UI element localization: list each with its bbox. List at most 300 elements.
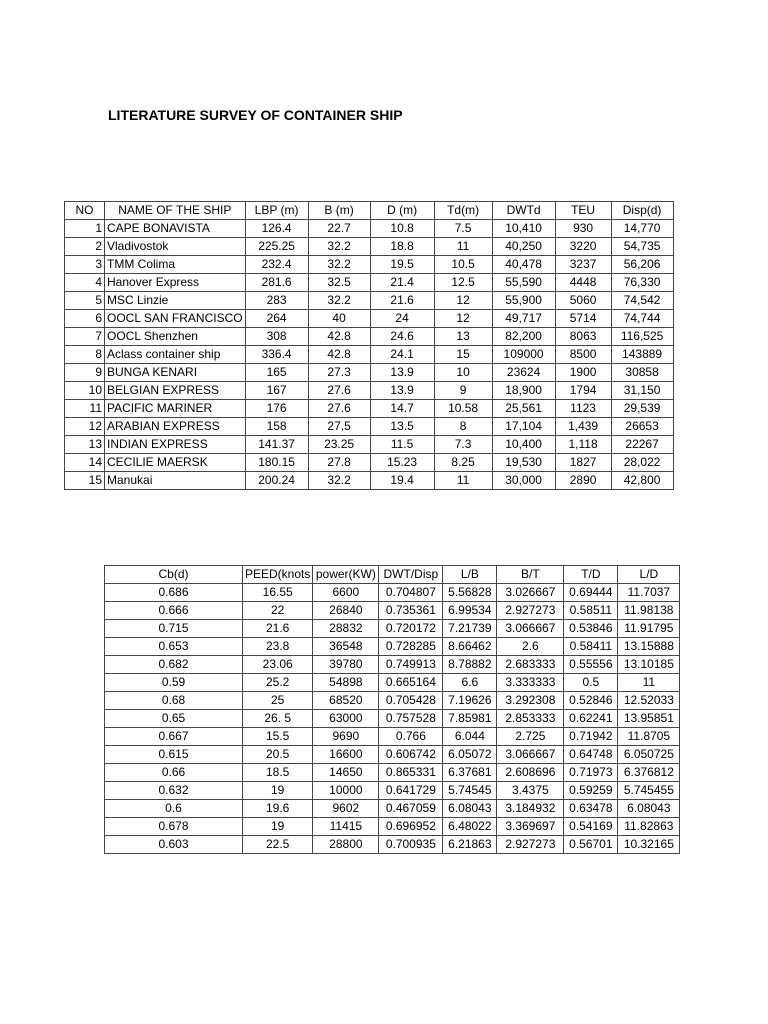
table-cell: MSC Linzie [105,292,246,310]
table-cell: 6 [65,310,105,328]
table-cell: 23624 [492,364,555,382]
table-cell: 0.71942 [564,728,618,746]
table-cell: 22.5 [243,836,313,854]
table-cell: 29,539 [611,400,673,418]
table-cell: 30,000 [492,472,555,490]
table-cell: 0.678 [105,818,243,836]
table-cell: 11415 [313,818,379,836]
table-row [65,472,674,490]
table-cell: 49,717 [492,310,555,328]
table-cell: 54,735 [611,238,673,256]
table-row [105,620,680,638]
table-row [65,292,674,310]
table-cell: 18,900 [492,382,555,400]
table-cell: OOCL Shenzhen [105,328,246,346]
table-cell: 0.58511 [564,602,618,620]
table-cell: 10000 [313,782,379,800]
table-cell: 0.64748 [564,746,618,764]
table-cell: 8 [434,418,492,436]
table-cell: 8 [65,346,105,364]
table-cell: 17,104 [492,418,555,436]
table-cell: 3.4375 [497,782,564,800]
table-cell: 9 [434,382,492,400]
table-cell: 11 [618,674,680,692]
column-header: Cb(d) [105,566,243,584]
table-cell: 3 [65,256,105,274]
table-cell: 14650 [313,764,379,782]
table-cell: 11.98138 [618,602,680,620]
table-cell: 74,744 [611,310,673,328]
table-cell: 15 [434,346,492,364]
table-row [105,782,680,800]
table-cell: 27.3 [308,364,370,382]
table-cell: 3.333333 [497,674,564,692]
table-cell: Vladivostok [105,238,246,256]
table-cell: 0.728285 [379,638,443,656]
table-cell: 3.066667 [497,620,564,638]
table-cell: 42,800 [611,472,673,490]
table-cell: 0.62241 [564,710,618,728]
table-cell: 0.603 [105,836,243,854]
table-cell: 23.06 [243,656,313,674]
table-cell: 12 [65,418,105,436]
table-cell: 7.19626 [443,692,497,710]
table-cell: 6.05072 [443,746,497,764]
table-cell: 0.641729 [379,782,443,800]
table-cell: 6.08043 [618,800,680,818]
column-header: L/B [443,566,497,584]
table-cell: 18.8 [370,238,434,256]
table-cell: 14 [65,454,105,472]
column-header: B/T [497,566,564,584]
table-cell: 14.7 [370,400,434,418]
table-cell: 1827 [555,454,611,472]
table-row [105,692,680,710]
table-cell: 0.735361 [379,602,443,620]
table-cell: 2.853333 [497,710,564,728]
table-cell: 11 [65,400,105,418]
table-cell: 9690 [313,728,379,746]
table-cell: 225.25 [245,238,308,256]
column-header: power(KW) [313,566,379,584]
table-cell: 0.766 [379,728,443,746]
table-cell: 28,022 [611,454,673,472]
table-cell: 0.71973 [564,764,618,782]
table-cell: 25 [243,692,313,710]
table-cell: CECILIE MAERSK [105,454,246,472]
table-row [105,656,680,674]
table-cell: 2.608696 [497,764,564,782]
table-cell: 336.4 [245,346,308,364]
table-cell: 143889 [611,346,673,364]
table-cell: 6.48022 [443,818,497,836]
table-cell: 30858 [611,364,673,382]
table-cell: 11.91795 [618,620,680,638]
table-cell: Aclass container ship [105,346,246,364]
table-cell: 20.5 [243,746,313,764]
table-cell: 1,439 [555,418,611,436]
table-cell: 39780 [313,656,379,674]
table-row [65,274,674,292]
table-cell: 0.68 [105,692,243,710]
table-cell: 32.2 [308,472,370,490]
table-cell: 0.52846 [564,692,618,710]
table-row [65,436,674,454]
table-row [105,764,680,782]
table-row [65,328,674,346]
table-cell: 10.32165 [618,836,680,854]
table-cell: 0.720172 [379,620,443,638]
table-cell: 4448 [555,274,611,292]
column-header: LBP (m) [245,202,308,220]
table-cell: 16.55 [243,584,313,602]
table-cell: 42.8 [308,346,370,364]
table-cell: 18.5 [243,764,313,782]
table-cell: 82,200 [492,328,555,346]
table-cell: 6.044 [443,728,497,746]
table-row [65,364,674,382]
table-cell: 0.54169 [564,818,618,836]
table-cell: 19.6 [243,800,313,818]
table-cell: 7.3 [434,436,492,454]
table-row [105,674,680,692]
table-row [105,710,680,728]
table-cell: 1123 [555,400,611,418]
table-cell: 11.8705 [618,728,680,746]
table-cell: 13.9 [370,382,434,400]
table-cell: 0.58411 [564,638,618,656]
table-cell: 930 [555,220,611,238]
table-cell: 7.85981 [443,710,497,728]
table-cell: 3.369697 [497,818,564,836]
table-cell: 2.927273 [497,836,564,854]
table-cell: 1900 [555,364,611,382]
table-cell: 10 [434,364,492,382]
table-cell: 3.292308 [497,692,564,710]
table-header-row [65,202,674,220]
document-title: LITERATURE SURVEY OF CONTAINER SHIP [108,107,403,123]
table-row [65,310,674,328]
table-cell: 10.8 [370,220,434,238]
table-cell: 6.99534 [443,602,497,620]
table-cell: 5.745455 [618,782,680,800]
column-header: NAME OF THE SHIP [105,202,246,220]
table-cell: 4 [65,274,105,292]
table-row [65,382,674,400]
table-cell: 0.615 [105,746,243,764]
table-row [65,346,674,364]
table-cell: 55,590 [492,274,555,292]
table-cell: 5714 [555,310,611,328]
table-cell: 0.665164 [379,674,443,692]
table-cell: 28800 [313,836,379,854]
table-cell: 232.4 [245,256,308,274]
table-row [105,836,680,854]
table-cell: 3220 [555,238,611,256]
table-cell: 1,118 [555,436,611,454]
table-cell: INDIAN EXPRESS [105,436,246,454]
table-cell: BELGIAN EXPRESS [105,382,246,400]
table-cell: 5060 [555,292,611,310]
table-cell: 13 [434,328,492,346]
table-cell: 28832 [313,620,379,638]
table-cell: 109000 [492,346,555,364]
table-cell: 32.2 [308,292,370,310]
table-cell: 9602 [313,800,379,818]
column-header: DWTd [492,202,555,220]
table-cell: 6.6 [443,674,497,692]
table-cell: 0.66 [105,764,243,782]
table-cell: 68520 [313,692,379,710]
column-header: T/D [564,566,618,584]
table-row [105,800,680,818]
table-row [105,818,680,836]
table-cell: 13.15888 [618,638,680,656]
table-cell: 13.5 [370,418,434,436]
table-cell: 0.59259 [564,782,618,800]
table-cell: 0.686 [105,584,243,602]
table-cell: 6.37681 [443,764,497,782]
table-cell: 0.632 [105,782,243,800]
table-row [105,746,680,764]
table-cell: 0.696952 [379,818,443,836]
table-cell: 167 [245,382,308,400]
table-cell: 281.6 [245,274,308,292]
table-cell: BUNGA KENARI [105,364,246,382]
table-cell: OOCL SAN FRANCISCO [105,310,246,328]
table-row [65,400,674,418]
table-cell: 19 [243,782,313,800]
table-cell: 180.15 [245,454,308,472]
table-cell: 5.74545 [443,782,497,800]
table-cell: 0.69444 [564,584,618,602]
table-cell: 6.08043 [443,800,497,818]
table-cell: 0.715 [105,620,243,638]
table-cell: 8063 [555,328,611,346]
table-cell: 25,561 [492,400,555,418]
table-row [105,728,680,746]
table-cell: 0.56701 [564,836,618,854]
table-cell: 14,770 [611,220,673,238]
table-cell: 3237 [555,256,611,274]
table-cell: 12.52033 [618,692,680,710]
table-cell: TMM Colima [105,256,246,274]
table-cell: 0.705428 [379,692,443,710]
table-cell: 6.376812 [618,764,680,782]
table-cell: 11 [434,238,492,256]
table-cell: 176 [245,400,308,418]
table-cell: Hanover Express [105,274,246,292]
table-cell: 13.9 [370,364,434,382]
table-header-row [105,566,680,584]
table-cell: 40,478 [492,256,555,274]
table-cell: 11 [434,472,492,490]
table-cell: 0.749913 [379,656,443,674]
column-header: L/D [618,566,680,584]
table-cell: 55,900 [492,292,555,310]
table-cell: 16600 [313,746,379,764]
table-cell: 15.5 [243,728,313,746]
table-cell: 7 [65,328,105,346]
table-cell: 24 [370,310,434,328]
column-header: TEU [555,202,611,220]
table-cell: 141.37 [245,436,308,454]
table-row [65,418,674,436]
table-cell: 32.2 [308,238,370,256]
table-cell: 26. 5 [243,710,313,728]
table-cell: 5 [65,292,105,310]
table-cell: 1794 [555,382,611,400]
column-header: DWT/Disp [379,566,443,584]
column-header: B (m) [308,202,370,220]
table-cell: 0.667 [105,728,243,746]
table-cell: 32.5 [308,274,370,292]
table-cell: 40 [308,310,370,328]
table-cell: 32.2 [308,256,370,274]
table-cell: 2.6 [497,638,564,656]
table-cell: 283 [245,292,308,310]
table-cell: 7.5 [434,220,492,238]
table-cell: 54898 [313,674,379,692]
table-cell: 2.683333 [497,656,564,674]
table-cell: 76,330 [611,274,673,292]
table-cell: CAPE BONAVISTA [105,220,246,238]
table-cell: 21.4 [370,274,434,292]
table-cell: 8500 [555,346,611,364]
table-row [65,256,674,274]
table-cell: 0.467059 [379,800,443,818]
table-cell: 0.606742 [379,746,443,764]
table-cell: 7.21739 [443,620,497,638]
table-cell: 12.5 [434,274,492,292]
table-cell: 27.6 [308,382,370,400]
table-cell: 36548 [313,638,379,656]
table-cell: 15.23 [370,454,434,472]
table-cell: 11.82863 [618,818,680,836]
table-cell: 15 [65,472,105,490]
table-cell: 0.653 [105,638,243,656]
table-row [65,238,674,256]
table-cell: 22.7 [308,220,370,238]
table-cell: 13.10185 [618,656,680,674]
table-cell: 11.5 [370,436,434,454]
table-cell: 19.4 [370,472,434,490]
table-cell: 8.66462 [443,638,497,656]
table-cell: 22267 [611,436,673,454]
table-cell: 165 [245,364,308,382]
table-cell: 0.666 [105,602,243,620]
table-cell: 0.704807 [379,584,443,602]
table-cell: 0.700935 [379,836,443,854]
table-cell: 24.6 [370,328,434,346]
table-cell: 19.5 [370,256,434,274]
table-cell: 31,150 [611,382,673,400]
table-cell: 9 [65,364,105,382]
table-cell: 10,410 [492,220,555,238]
table-cell: 0.55556 [564,656,618,674]
column-header: Disp(d) [611,202,673,220]
table-cell: 56,206 [611,256,673,274]
table-cell: 0.65 [105,710,243,728]
table-cell: 5.56828 [443,584,497,602]
table-cell: 0.59 [105,674,243,692]
table-cell: 158 [245,418,308,436]
table-row [65,454,674,472]
table-cell: 27.6 [308,400,370,418]
table-cell: 26653 [611,418,673,436]
table-cell: 25.2 [243,674,313,692]
table-cell: 2890 [555,472,611,490]
table-cell: 200.24 [245,472,308,490]
table-cell: 42.8 [308,328,370,346]
table-cell: ARABIAN EXPRESS [105,418,246,436]
table-cell: 0.6 [105,800,243,818]
table-row [65,220,674,238]
column-header: PEED(knots [243,566,313,584]
table-cell: 8.78882 [443,656,497,674]
table-cell: 3.026667 [497,584,564,602]
table-cell: 63000 [313,710,379,728]
table-cell: 24.1 [370,346,434,364]
table-cell: 3.066667 [497,746,564,764]
table-cell: 6.21863 [443,836,497,854]
ship-particulars-table [64,201,674,490]
table-cell: 0.682 [105,656,243,674]
table-cell: 22 [243,602,313,620]
table-cell: 6600 [313,584,379,602]
table-cell: 12 [434,292,492,310]
table-cell: 21.6 [243,620,313,638]
table-cell: Manukai [105,472,246,490]
column-header: D (m) [370,202,434,220]
table-cell: 10 [65,382,105,400]
table-cell: 13 [65,436,105,454]
table-cell: 12 [434,310,492,328]
table-cell: 2 [65,238,105,256]
table-cell: 27.5 [308,418,370,436]
table-cell: 0.53846 [564,620,618,638]
table-row [105,602,680,620]
table-row [105,638,680,656]
table-cell: 0.5 [564,674,618,692]
table-cell: 1 [65,220,105,238]
table-cell: 74,542 [611,292,673,310]
table-cell: 8.25 [434,454,492,472]
table-cell: 13.95851 [618,710,680,728]
table-cell: 23.25 [308,436,370,454]
table-cell: 40,250 [492,238,555,256]
table-cell: 116,525 [611,328,673,346]
table-cell: 10.5 [434,256,492,274]
table-cell: 10.58 [434,400,492,418]
table-cell: 27.8 [308,454,370,472]
table-cell: PACIFIC MARINER [105,400,246,418]
table-cell: 23.8 [243,638,313,656]
column-header: NO [65,202,105,220]
table-cell: 26840 [313,602,379,620]
table-cell: 2.927273 [497,602,564,620]
ship-ratios-table [104,565,680,854]
table-cell: 19,530 [492,454,555,472]
column-header: Td(m) [434,202,492,220]
table-cell: 264 [245,310,308,328]
table-cell: 19 [243,818,313,836]
table-cell: 6.050725 [618,746,680,764]
table-cell: 126.4 [245,220,308,238]
table-cell: 0.63478 [564,800,618,818]
table-cell: 21.6 [370,292,434,310]
table-row [105,584,680,602]
